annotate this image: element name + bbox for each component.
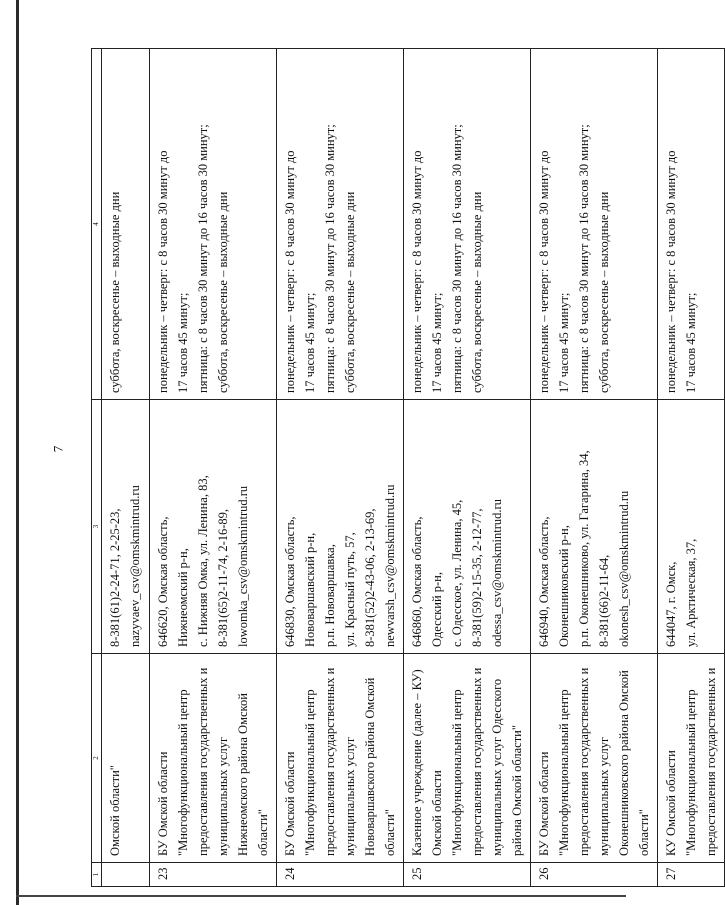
address-line: 646860, Омская область, <box>410 516 424 647</box>
address-line: Одесский р-н, <box>430 572 444 647</box>
schedule-line: понедельник – четверг: с 8 часов 30 минут до <box>664 150 678 393</box>
address-line: р.п. Оконешниково, ул. Гагарина, 34, <box>577 450 591 647</box>
row-number <box>102 863 150 887</box>
address-line: 8-381(59)2-15-35, 2-12-77, <box>470 508 484 647</box>
address-cell <box>404 400 531 654</box>
schedule-line: пятница: с 8 часов 30 минут до 16 часов 30 минут; <box>196 124 210 393</box>
institution-name-text: Омской области" <box>108 765 122 856</box>
header-col-4: 4 <box>92 49 102 400</box>
address-cell <box>150 400 277 654</box>
schedule-cell <box>277 49 404 400</box>
institution-name <box>102 654 150 863</box>
schedule-line: понедельник – четверг: с 8 часов 30 минут до <box>410 150 424 393</box>
schedule-line: понедельник – четверг: с 8 часов 30 минут до <box>283 150 297 393</box>
institution-name <box>531 654 658 863</box>
table-row <box>404 49 531 887</box>
address-line: odessa_csv@omskmintrud.ru <box>490 499 504 647</box>
row-number: 27 <box>658 863 725 887</box>
scan-edge-bottom <box>16 895 626 897</box>
schedule-line: понедельник – четверг: с 8 часов 30 минут до <box>537 150 551 393</box>
schedule-cell <box>658 49 725 400</box>
address-line: Оконешниковский р-н, <box>557 525 571 647</box>
header-col-3: 3 <box>92 400 102 654</box>
schedule-line: понедельник – четверг: с 8 часов 30 минут до <box>156 150 170 393</box>
address-line: newvarsh_csv@omskmintrud.ru <box>383 484 397 647</box>
address-line: 8-381(61)2-24-71, 2-25-23, <box>108 508 122 647</box>
row-number: 26 <box>531 863 658 887</box>
address-cell <box>102 400 150 654</box>
address-line: lowomka_csv@omskmintrud.ru <box>236 485 250 647</box>
schedule-cell <box>102 49 150 400</box>
address-line: 8-381(66)2-11-64, <box>597 554 611 647</box>
schedule-line: 17 часов 45 минут; <box>430 292 444 393</box>
institution-name-text: Казенное учреждение (далее – КУ) Омской области "Многофункциональный центр предоставления государственных и муниципальных услуг Одесского района Омской области" <box>410 667 524 856</box>
page-number: 7 <box>50 445 66 453</box>
address-line: с. Одесское, ул. Ленина, 45, <box>450 499 464 647</box>
row-number: 25 <box>404 863 531 887</box>
schedule-cell <box>531 49 658 400</box>
institution-name-text: БУ Омской области "Многофункциональный центр предоставления государственных и муниципальных услуг Оконешниковского района Омской области" <box>537 667 651 856</box>
address-line: 644047, г. Омск, <box>664 561 678 647</box>
table-row <box>658 49 725 887</box>
address-line: 8-381(65)2-11-74, 2-16-89, <box>216 508 230 647</box>
institution-name-text: КУ Омской области "Многофункциональный центр предоставления государственных и <box>664 667 718 856</box>
schedule-line: 17 часов 45 минут; <box>684 292 698 393</box>
address-line: ул. Красный путь, 57, <box>343 532 357 647</box>
address-line: 646830, Омская область, <box>283 516 297 647</box>
address-line: ул. Арктическая, 37, <box>684 538 698 647</box>
header-col-1: 1 <box>92 863 102 887</box>
schedule-line: суббота, воскресенье – выходные дни <box>597 191 611 393</box>
schedule-cell <box>150 49 277 400</box>
schedule-line: 17 часов 45 минут; <box>303 292 317 393</box>
address-line: с. Нижняя Омка, ул. Ленина, 83, <box>196 475 210 647</box>
table-header-row <box>92 49 102 887</box>
schedule-line: 17 часов 45 минут; <box>176 292 190 393</box>
address-cell <box>658 400 725 654</box>
schedule-line: суббота, воскресенье – выходные дни <box>216 191 230 393</box>
table-row <box>277 49 404 887</box>
institution-name <box>277 654 404 863</box>
institution-name <box>150 654 277 863</box>
address-cell <box>531 400 658 654</box>
schedule-line: пятница: с 8 часов 30 минут до 16 часов 30 минут; <box>450 124 464 393</box>
address-line: 646620, Омская область, <box>156 516 170 647</box>
institution-name <box>404 654 531 863</box>
address-line: okonesh_csv@omskmintrud.ru <box>617 490 631 647</box>
scan-edge-left <box>16 0 19 905</box>
table-row <box>150 49 277 887</box>
schedule-line: 17 часов 45 минут; <box>557 292 571 393</box>
schedule-cell <box>404 49 531 400</box>
address-line: р.п. Нововаршавка, <box>323 544 337 647</box>
row-number: 23 <box>150 863 277 887</box>
schedule-line: суббота, воскресенье – выходные дни <box>343 191 357 393</box>
institution-name-text: БУ Омской области "Многофункциональный центр предоставления государственных и муниципальных услуг Нововаршавского района Омской области" <box>283 667 397 856</box>
institution-name <box>658 654 725 863</box>
schedule-line: суббота, воскресенье – выходные дни <box>470 191 484 393</box>
address-cell <box>277 400 404 654</box>
schedule-line: пятница: с 8 часов 30 минут до 16 часов 30 минут; <box>323 124 337 393</box>
address-line: Нижнеомский р-н, <box>176 548 190 647</box>
schedule-line: суббота, воскресенье – выходные дни <box>108 191 122 393</box>
table-row <box>102 49 150 887</box>
mfc-offices-table <box>91 48 725 887</box>
header-col-2: 2 <box>92 654 102 863</box>
schedule-line: пятница: с 8 часов 30 минут до 16 часов 30 минут; <box>577 124 591 393</box>
address-line: 8-381(52)2-43-06, 2-13-69, <box>363 508 377 647</box>
address-line: Нововаршавский р-н, <box>303 532 317 647</box>
address-line: nazyvaev_csv@omskmintrud.ru <box>128 485 142 647</box>
table-row <box>531 49 658 887</box>
institution-name-text: БУ Омской области "Многофункциональный центр предоставления государственных и муниципальных услуг Нижнеомского района Омской области" <box>156 667 270 856</box>
rotated-table-wrapper <box>91 49 718 887</box>
address-line: 646940, Омская область, <box>537 516 551 647</box>
row-number: 24 <box>277 863 404 887</box>
